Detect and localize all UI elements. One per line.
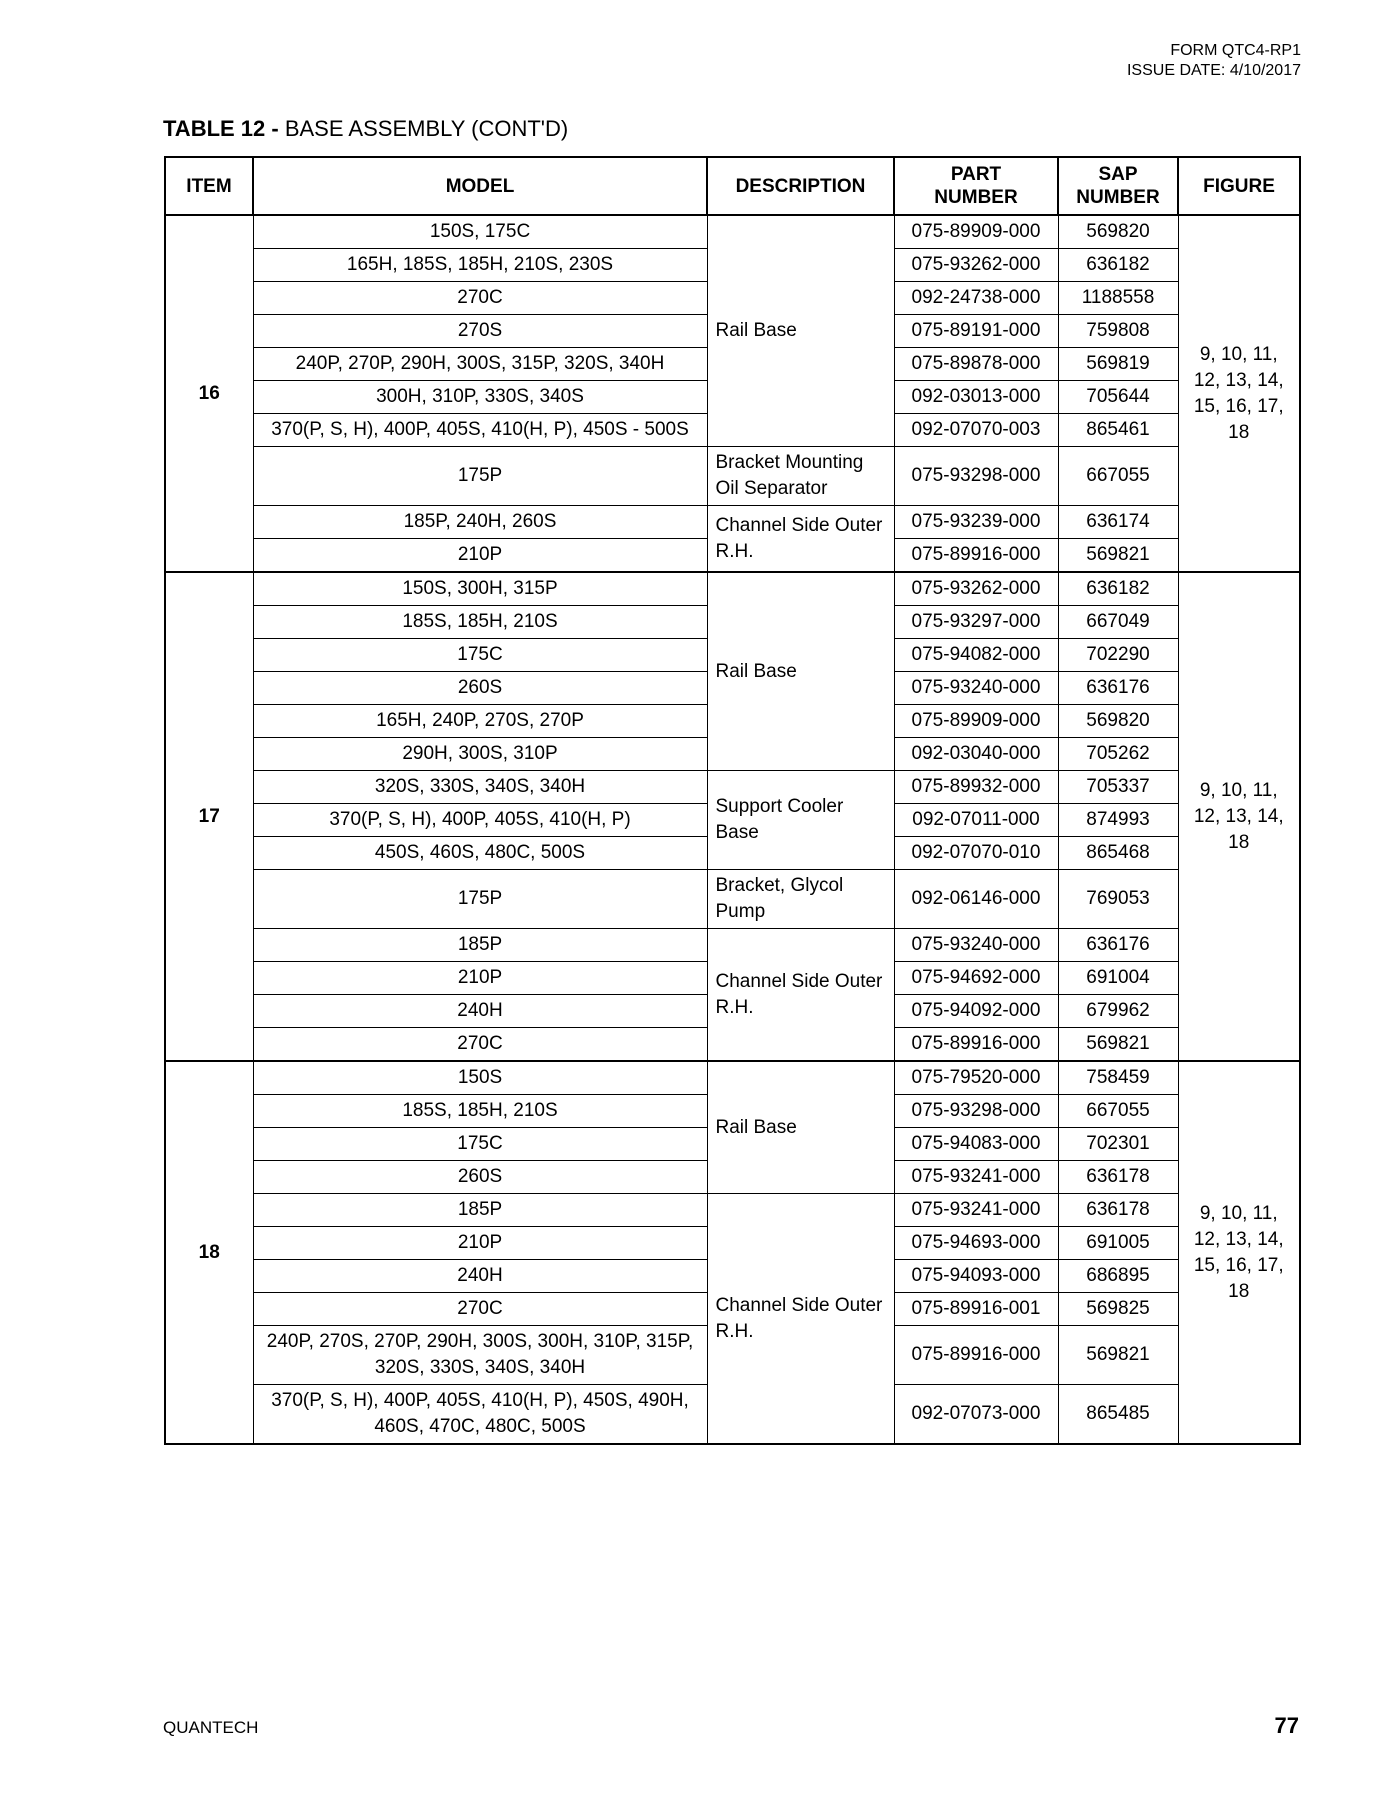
part-number-cell: 092-07073-000 (894, 1385, 1058, 1445)
sap-number-cell: 569821 (1058, 1326, 1178, 1385)
part-number-cell: 075-93298-000 (894, 447, 1058, 506)
item-number: 16 (165, 215, 253, 572)
part-number-cell: 075-94082-000 (894, 639, 1058, 672)
col-sap-line1: SAP (1098, 164, 1138, 185)
part-number-cell: 075-93240-000 (894, 929, 1058, 962)
sap-number-cell: 569819 (1058, 348, 1178, 381)
item-number: 18 (165, 1061, 253, 1444)
sap-number-cell: 874993 (1058, 804, 1178, 837)
sap-number-cell: 636178 (1058, 1194, 1178, 1227)
model-cell: 210P (253, 539, 707, 573)
model-cell: 450S, 460S, 480C, 500S (253, 837, 707, 870)
table-row (165, 1194, 1300, 1227)
model-cell: 300H, 310P, 330S, 340S (253, 381, 707, 414)
sap-number-cell: 636178 (1058, 1161, 1178, 1194)
sap-number-cell: 691004 (1058, 962, 1178, 995)
col-part-line1: PART (950, 164, 1002, 185)
model-cell: 185P, 240H, 260S (253, 506, 707, 539)
sap-number-cell: 569820 (1058, 705, 1178, 738)
table-row (165, 929, 1300, 962)
part-number-cell: 092-03013-000 (894, 381, 1058, 414)
sap-number-cell: 686895 (1058, 1260, 1178, 1293)
model-cell: 175P (253, 870, 707, 929)
col-model: MODEL (253, 157, 707, 215)
part-number-cell: 092-07011-000 (894, 804, 1058, 837)
model-cell: 240H (253, 995, 707, 1028)
part-number-cell: 075-93262-000 (894, 572, 1058, 606)
model-cell: 240P, 270P, 290H, 300S, 315P, 320S, 340H (253, 348, 707, 381)
part-number-cell: 092-06146-000 (894, 870, 1058, 929)
sap-number-cell: 636174 (1058, 506, 1178, 539)
model-cell: 165H, 185S, 185H, 210S, 230S (253, 249, 707, 282)
sap-number-cell: 691005 (1058, 1227, 1178, 1260)
sap-number-cell: 636182 (1058, 249, 1178, 282)
model-cell: 150S, 175C (253, 215, 707, 249)
model-cell: 370(P, S, H), 400P, 405S, 410(H, P) (253, 804, 707, 837)
table-row (165, 447, 1300, 506)
description-cell: Rail Base (707, 572, 894, 771)
col-sap-line2: NUMBER (1076, 187, 1160, 208)
issue-date: ISSUE DATE: 4/10/2017 (1126, 62, 1301, 79)
table-row (165, 215, 1300, 249)
sap-number-cell: 667049 (1058, 606, 1178, 639)
sap-number-cell: 759808 (1058, 315, 1178, 348)
model-cell: 270C (253, 1293, 707, 1326)
table-title-prefix: TABLE 12 - (163, 116, 279, 141)
figure-cell: 9, 10, 11, 12, 13, 14, 18 (1178, 572, 1300, 1061)
part-number-cell: 075-89916-000 (894, 1028, 1058, 1062)
model-cell: 175P (253, 447, 707, 506)
sap-number-cell: 705644 (1058, 381, 1178, 414)
sap-number-cell: 702301 (1058, 1128, 1178, 1161)
table-row (165, 771, 1300, 804)
part-number-cell: 075-89191-000 (894, 315, 1058, 348)
model-cell: 175C (253, 1128, 707, 1161)
col-figure: FIGURE (1178, 157, 1300, 215)
description-cell: Channel Side Outer R.H. (707, 506, 894, 573)
sap-number-cell: 865461 (1058, 414, 1178, 447)
sap-number-cell: 667055 (1058, 447, 1178, 506)
sap-number-cell: 569825 (1058, 1293, 1178, 1326)
part-number-cell: 075-93241-000 (894, 1161, 1058, 1194)
model-cell: 370(P, S, H), 400P, 405S, 410(H, P), 450S - 500S (253, 414, 707, 447)
model-cell: 260S (253, 672, 707, 705)
sap-number-cell: 569821 (1058, 539, 1178, 573)
base-assembly-table (164, 156, 1301, 1445)
sap-number-cell: 667055 (1058, 1095, 1178, 1128)
part-number-cell: 075-94093-000 (894, 1260, 1058, 1293)
model-cell: 270C (253, 1028, 707, 1062)
part-number-cell: 075-89932-000 (894, 771, 1058, 804)
part-number-cell: 075-89916-000 (894, 1326, 1058, 1385)
col-sap-number (1058, 157, 1178, 215)
part-number-cell: 092-07070-003 (894, 414, 1058, 447)
part-number-cell: 075-93239-000 (894, 506, 1058, 539)
model-cell: 370(P, S, H), 400P, 405S, 410(H, P), 450S, 490H, 460S, 470C, 480C, 500S (253, 1385, 707, 1445)
part-number-cell: 075-89916-001 (894, 1293, 1058, 1326)
part-number-cell: 075-94083-000 (894, 1128, 1058, 1161)
sap-number-cell: 865468 (1058, 837, 1178, 870)
sap-number-cell: 769053 (1058, 870, 1178, 929)
table-row (165, 506, 1300, 539)
sap-number-cell: 758459 (1058, 1061, 1178, 1095)
sap-number-cell: 679962 (1058, 995, 1178, 1028)
sap-number-cell: 636176 (1058, 672, 1178, 705)
table-row (165, 572, 1300, 606)
col-item: ITEM (165, 157, 253, 215)
item-number: 17 (165, 572, 253, 1061)
col-description: DESCRIPTION (707, 157, 894, 215)
description-cell: Bracket, Glycol Pump (707, 870, 894, 929)
sap-number-cell: 702290 (1058, 639, 1178, 672)
table-header-row (165, 157, 1300, 215)
part-number-cell: 092-03040-000 (894, 738, 1058, 771)
sap-number-cell: 705337 (1058, 771, 1178, 804)
part-number-cell: 075-79520-000 (894, 1061, 1058, 1095)
model-cell: 320S, 330S, 340S, 340H (253, 771, 707, 804)
model-cell: 270S (253, 315, 707, 348)
part-number-cell: 075-93241-000 (894, 1194, 1058, 1227)
model-cell: 175C (253, 639, 707, 672)
part-number-cell: 075-89909-000 (894, 215, 1058, 249)
part-number-cell: 075-89916-000 (894, 539, 1058, 573)
description-cell: Channel Side Outer R.H. (707, 1194, 894, 1445)
model-cell: 165H, 240P, 270S, 270P (253, 705, 707, 738)
table-row (165, 1061, 1300, 1095)
table-title-text: BASE ASSEMBLY (CONT'D) (278, 116, 569, 141)
model-cell: 240P, 270S, 270P, 290H, 300S, 300H, 310P, 315P, 320S, 330S, 340S, 340H (253, 1326, 707, 1385)
model-cell: 240H (253, 1260, 707, 1293)
part-number-cell: 075-93297-000 (894, 606, 1058, 639)
footer-brand: QUANTECH (163, 1718, 259, 1737)
table-title (163, 116, 568, 142)
form-header (1127, 41, 1301, 81)
description-cell: Channel Side Outer R.H. (707, 929, 894, 1062)
page-number: 77 (1274, 1713, 1299, 1738)
table-row (165, 870, 1300, 929)
sap-number-cell: 865485 (1058, 1385, 1178, 1445)
sap-number-cell: 705262 (1058, 738, 1178, 771)
model-cell: 150S, 300H, 315P (253, 572, 707, 606)
part-number-cell: 092-24738-000 (894, 282, 1058, 315)
description-cell: Rail Base (707, 1061, 894, 1194)
model-cell: 185S, 185H, 210S (253, 606, 707, 639)
figure-cell: 9, 10, 11, 12, 13, 14, 15, 16, 17, 18 (1178, 215, 1300, 572)
description-cell: Rail Base (707, 215, 894, 447)
col-part-number (894, 157, 1058, 215)
part-number-cell: 075-93240-000 (894, 672, 1058, 705)
part-number-cell: 075-93262-000 (894, 249, 1058, 282)
sap-number-cell: 569821 (1058, 1028, 1178, 1062)
description-cell: Support Cooler Base (707, 771, 894, 870)
part-number-cell: 075-93298-000 (894, 1095, 1058, 1128)
model-cell: 185P (253, 1194, 707, 1227)
model-cell: 260S (253, 1161, 707, 1194)
sap-number-cell: 1188558 (1058, 282, 1178, 315)
description-cell: Bracket Mounting Oil Separator (707, 447, 894, 506)
part-number-cell: 075-89909-000 (894, 705, 1058, 738)
sap-number-cell: 569820 (1058, 215, 1178, 249)
part-number-cell: 075-94693-000 (894, 1227, 1058, 1260)
part-number-cell: 075-94692-000 (894, 962, 1058, 995)
sap-number-cell: 636176 (1058, 929, 1178, 962)
model-cell: 210P (253, 962, 707, 995)
model-cell: 185P (253, 929, 707, 962)
sap-number-cell: 636182 (1058, 572, 1178, 606)
model-cell: 270C (253, 282, 707, 315)
model-cell: 290H, 300S, 310P (253, 738, 707, 771)
col-part-line2: NUMBER (934, 187, 1018, 208)
model-cell: 185S, 185H, 210S (253, 1095, 707, 1128)
form-number: FORM QTC4-RP1 (1170, 42, 1301, 59)
figure-cell: 9, 10, 11, 12, 13, 14, 15, 16, 17, 18 (1178, 1061, 1300, 1444)
part-number-cell: 075-94092-000 (894, 995, 1058, 1028)
part-number-cell: 092-07070-010 (894, 837, 1058, 870)
model-cell: 210P (253, 1227, 707, 1260)
model-cell: 150S (253, 1061, 707, 1095)
part-number-cell: 075-89878-000 (894, 348, 1058, 381)
